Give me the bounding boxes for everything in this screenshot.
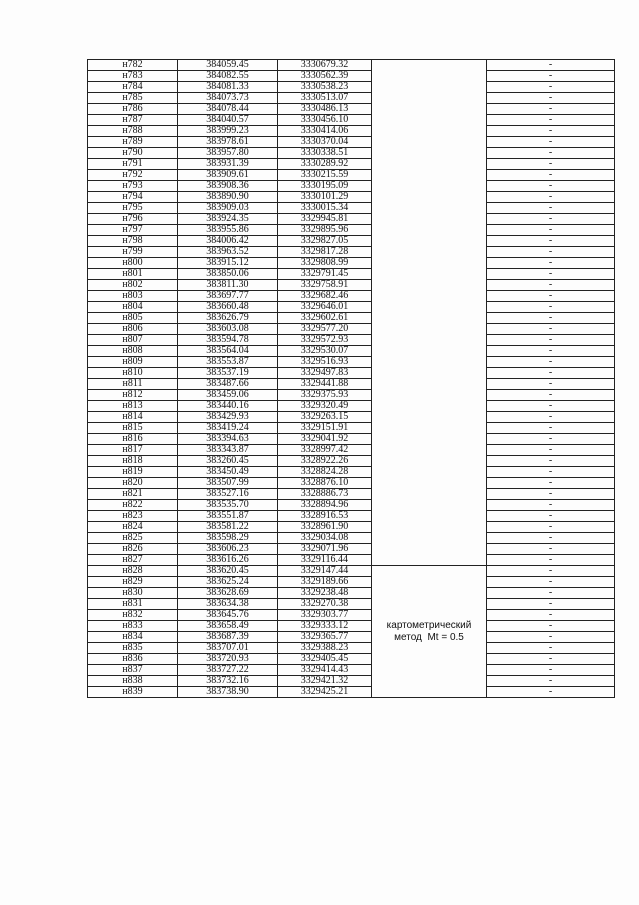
y-coordinate-cell: 3329405.45 — [278, 654, 372, 665]
x-coordinate-cell: 383606.23 — [178, 544, 278, 555]
table-row — [88, 357, 615, 368]
x-coordinate-cell: 383645.76 — [178, 610, 278, 621]
table-row — [88, 104, 615, 115]
y-coordinate-cell: 3330338.51 — [278, 148, 372, 159]
x-coordinate-cell: 383260.45 — [178, 456, 278, 467]
note-cell: - — [487, 577, 615, 588]
point-id-cell: н834 — [88, 632, 178, 643]
note-cell: - — [487, 555, 615, 566]
point-id-cell: н825 — [88, 533, 178, 544]
x-coordinate-cell: 383999.23 — [178, 126, 278, 137]
y-coordinate-cell: 3328876.10 — [278, 478, 372, 489]
table-row — [88, 335, 615, 346]
note-cell: - — [487, 280, 615, 291]
point-id-cell: н789 — [88, 137, 178, 148]
table-row — [88, 214, 615, 225]
y-coordinate-cell: 3329116.44 — [278, 555, 372, 566]
x-coordinate-cell: 384082.55 — [178, 71, 278, 82]
x-coordinate-cell: 383660.48 — [178, 302, 278, 313]
note-cell: - — [487, 401, 615, 412]
point-id-cell: н811 — [88, 379, 178, 390]
point-id-cell: н796 — [88, 214, 178, 225]
point-id-cell: н824 — [88, 522, 178, 533]
point-id-cell: н838 — [88, 676, 178, 687]
y-coordinate-cell: 3330015.34 — [278, 203, 372, 214]
x-coordinate-cell: 383440.16 — [178, 401, 278, 412]
point-id-cell: н823 — [88, 511, 178, 522]
note-cell: - — [487, 511, 615, 522]
x-coordinate-cell: 383697.77 — [178, 291, 278, 302]
table-row — [88, 632, 615, 643]
x-coordinate-cell: 383931.39 — [178, 159, 278, 170]
y-coordinate-cell: 3329682.46 — [278, 291, 372, 302]
x-coordinate-cell: 383603.08 — [178, 324, 278, 335]
x-coordinate-cell: 383429.93 — [178, 412, 278, 423]
note-cell: - — [487, 247, 615, 258]
y-coordinate-cell: 3329365.77 — [278, 632, 372, 643]
y-coordinate-cell: 3329421.32 — [278, 676, 372, 687]
x-coordinate-cell: 383890.90 — [178, 192, 278, 203]
table-row — [88, 159, 615, 170]
point-id-cell: н797 — [88, 225, 178, 236]
point-id-cell: н837 — [88, 665, 178, 676]
x-coordinate-cell: 383658.49 — [178, 621, 278, 632]
y-coordinate-cell: 3330414.06 — [278, 126, 372, 137]
table-row — [88, 93, 615, 104]
table-row — [88, 137, 615, 148]
table-row — [88, 148, 615, 159]
point-id-cell: н803 — [88, 291, 178, 302]
point-id-cell: н812 — [88, 390, 178, 401]
point-id-cell: н829 — [88, 577, 178, 588]
x-coordinate-cell: 384006.42 — [178, 236, 278, 247]
table-row — [88, 489, 615, 500]
x-coordinate-cell: 384078.44 — [178, 104, 278, 115]
x-coordinate-cell: 383850.06 — [178, 269, 278, 280]
note-cell: - — [487, 412, 615, 423]
table-row — [88, 533, 615, 544]
point-id-cell: н804 — [88, 302, 178, 313]
x-coordinate-cell: 383625.24 — [178, 577, 278, 588]
note-cell: - — [487, 203, 615, 214]
table-row — [88, 467, 615, 478]
note-cell: - — [487, 676, 615, 687]
x-coordinate-cell: 383634.38 — [178, 599, 278, 610]
y-coordinate-cell: 3330289.92 — [278, 159, 372, 170]
point-id-cell: н800 — [88, 258, 178, 269]
y-coordinate-cell: 3330370.04 — [278, 137, 372, 148]
point-id-cell: н808 — [88, 346, 178, 357]
point-id-cell: н814 — [88, 412, 178, 423]
table-row — [88, 621, 615, 632]
note-cell: - — [487, 104, 615, 115]
y-coordinate-cell: 3328824.28 — [278, 467, 372, 478]
x-coordinate-cell: 383955.86 — [178, 225, 278, 236]
x-coordinate-cell: 383553.87 — [178, 357, 278, 368]
y-coordinate-cell: 3329151.91 — [278, 423, 372, 434]
table-row — [88, 577, 615, 588]
note-cell: - — [487, 687, 615, 698]
table-row — [88, 665, 615, 676]
note-cell: - — [487, 456, 615, 467]
note-cell: - — [487, 82, 615, 93]
note-cell: - — [487, 434, 615, 445]
y-coordinate-cell: 3330679.32 — [278, 60, 372, 71]
x-coordinate-cell: 383924.35 — [178, 214, 278, 225]
x-coordinate-cell: 383738.90 — [178, 687, 278, 698]
method-name: картометрический — [386, 619, 472, 631]
y-coordinate-cell: 3329602.61 — [278, 313, 372, 324]
table-row — [88, 445, 615, 456]
table-row — [88, 401, 615, 412]
method-accuracy: метод Mt = 0.5 — [394, 631, 464, 643]
note-cell: - — [487, 445, 615, 456]
coordinates-table-body — [88, 60, 615, 698]
note-cell: - — [487, 335, 615, 346]
x-coordinate-cell: 383727.22 — [178, 665, 278, 676]
point-id-cell: н782 — [88, 60, 178, 71]
x-coordinate-cell: 383732.16 — [178, 676, 278, 687]
note-cell: - — [487, 357, 615, 368]
x-coordinate-cell: 383581.22 — [178, 522, 278, 533]
x-coordinate-cell: 383626.79 — [178, 313, 278, 324]
point-id-cell: н822 — [88, 500, 178, 511]
x-coordinate-cell: 383564.04 — [178, 346, 278, 357]
note-cell: - — [487, 566, 615, 577]
point-id-cell: н833 — [88, 621, 178, 632]
note-cell: - — [487, 533, 615, 544]
note-cell: - — [487, 258, 615, 269]
note-cell: - — [487, 423, 615, 434]
y-coordinate-cell: 3329646.01 — [278, 302, 372, 313]
table-row — [88, 170, 615, 181]
table-row — [88, 203, 615, 214]
note-cell: - — [487, 379, 615, 390]
y-coordinate-cell: 3329333.12 — [278, 621, 372, 632]
y-coordinate-cell: 3329827.05 — [278, 236, 372, 247]
x-coordinate-cell: 383915.12 — [178, 258, 278, 269]
note-cell: - — [487, 126, 615, 137]
x-coordinate-cell: 383551.87 — [178, 511, 278, 522]
point-id-cell: н786 — [88, 104, 178, 115]
note-cell: - — [487, 269, 615, 280]
note-cell: - — [487, 654, 615, 665]
point-id-cell: н816 — [88, 434, 178, 445]
note-cell: - — [487, 137, 615, 148]
table-row — [88, 544, 615, 555]
note-cell: - — [487, 236, 615, 247]
y-coordinate-cell: 3330195.09 — [278, 181, 372, 192]
y-coordinate-cell: 3328894.96 — [278, 500, 372, 511]
y-coordinate-cell: 3330456.10 — [278, 115, 372, 126]
note-cell: - — [487, 181, 615, 192]
note-cell: - — [487, 665, 615, 676]
point-id-cell: н795 — [88, 203, 178, 214]
note-cell: - — [487, 599, 615, 610]
point-id-cell: н832 — [88, 610, 178, 621]
table-row — [88, 82, 615, 93]
point-id-cell: н839 — [88, 687, 178, 698]
note-cell: - — [487, 148, 615, 159]
note-cell: - — [487, 467, 615, 478]
x-coordinate-cell: 383707.01 — [178, 643, 278, 654]
y-coordinate-cell: 3328961.90 — [278, 522, 372, 533]
table-row — [88, 687, 615, 698]
note-cell: - — [487, 390, 615, 401]
x-coordinate-cell: 383628.69 — [178, 588, 278, 599]
x-coordinate-cell: 383594.78 — [178, 335, 278, 346]
method-cell — [372, 566, 487, 698]
point-id-cell: н785 — [88, 93, 178, 104]
point-id-cell: н817 — [88, 445, 178, 456]
note-cell: - — [487, 302, 615, 313]
note-cell: - — [487, 544, 615, 555]
x-coordinate-cell: 383957.80 — [178, 148, 278, 159]
y-coordinate-cell: 3330562.39 — [278, 71, 372, 82]
point-id-cell: н787 — [88, 115, 178, 126]
table-row — [88, 379, 615, 390]
table-row — [88, 313, 615, 324]
y-coordinate-cell: 3329147.44 — [278, 566, 372, 577]
y-coordinate-cell: 3329945.81 — [278, 214, 372, 225]
y-coordinate-cell: 3329497.83 — [278, 368, 372, 379]
x-coordinate-cell: 383598.29 — [178, 533, 278, 544]
point-id-cell: н819 — [88, 467, 178, 478]
y-coordinate-cell: 3328922.26 — [278, 456, 372, 467]
table-row — [88, 478, 615, 489]
point-id-cell: н826 — [88, 544, 178, 555]
point-id-cell: н821 — [88, 489, 178, 500]
y-coordinate-cell: 3328997.42 — [278, 445, 372, 456]
note-cell: - — [487, 621, 615, 632]
table-row — [88, 500, 615, 511]
x-coordinate-cell: 383507.99 — [178, 478, 278, 489]
y-coordinate-cell: 3329388.23 — [278, 643, 372, 654]
note-cell: - — [487, 489, 615, 500]
y-coordinate-cell: 3328916.53 — [278, 511, 372, 522]
x-coordinate-cell: 384073.73 — [178, 93, 278, 104]
y-coordinate-cell: 3330513.07 — [278, 93, 372, 104]
table-row — [88, 654, 615, 665]
note-cell: - — [487, 115, 615, 126]
y-coordinate-cell: 3329303.77 — [278, 610, 372, 621]
x-coordinate-cell: 383963.52 — [178, 247, 278, 258]
point-id-cell: н799 — [88, 247, 178, 258]
point-id-cell: н835 — [88, 643, 178, 654]
table-row — [88, 588, 615, 599]
x-coordinate-cell: 383908.36 — [178, 181, 278, 192]
table-row — [88, 181, 615, 192]
table-row — [88, 71, 615, 82]
x-coordinate-cell: 383535.70 — [178, 500, 278, 511]
point-id-cell: н807 — [88, 335, 178, 346]
point-id-cell: н783 — [88, 71, 178, 82]
x-coordinate-cell: 384059.45 — [178, 60, 278, 71]
x-coordinate-cell: 383811.30 — [178, 280, 278, 291]
note-cell: - — [487, 225, 615, 236]
table-row — [88, 511, 615, 522]
y-coordinate-cell: 3329034.08 — [278, 533, 372, 544]
y-coordinate-cell: 3329516.93 — [278, 357, 372, 368]
note-cell: - — [487, 291, 615, 302]
x-coordinate-cell: 383909.61 — [178, 170, 278, 181]
y-coordinate-cell: 3329375.93 — [278, 390, 372, 401]
y-coordinate-cell: 3329263.15 — [278, 412, 372, 423]
point-id-cell: н830 — [88, 588, 178, 599]
table-row — [88, 368, 615, 379]
table-row — [88, 555, 615, 566]
note-cell: - — [487, 610, 615, 621]
point-id-cell: н831 — [88, 599, 178, 610]
table-row — [88, 225, 615, 236]
note-cell: - — [487, 522, 615, 533]
y-coordinate-cell: 3329758.91 — [278, 280, 372, 291]
point-id-cell: н815 — [88, 423, 178, 434]
table-row — [88, 434, 615, 445]
x-coordinate-cell: 383909.03 — [178, 203, 278, 214]
table-row — [88, 423, 615, 434]
x-coordinate-cell: 383978.61 — [178, 137, 278, 148]
point-id-cell: н784 — [88, 82, 178, 93]
point-id-cell: н798 — [88, 236, 178, 247]
point-id-cell: н792 — [88, 170, 178, 181]
point-id-cell: н827 — [88, 555, 178, 566]
point-id-cell: н806 — [88, 324, 178, 335]
note-cell: - — [487, 159, 615, 170]
table-row — [88, 291, 615, 302]
note-cell: - — [487, 588, 615, 599]
x-coordinate-cell: 383620.45 — [178, 566, 278, 577]
table-row — [88, 236, 615, 247]
y-coordinate-cell: 3329572.93 — [278, 335, 372, 346]
y-coordinate-cell: 3329414.43 — [278, 665, 372, 676]
y-coordinate-cell: 3329791.45 — [278, 269, 372, 280]
x-coordinate-cell: 383687.39 — [178, 632, 278, 643]
coordinates-table — [87, 59, 615, 698]
y-coordinate-cell: 3329817.28 — [278, 247, 372, 258]
y-coordinate-cell: 3329425.21 — [278, 687, 372, 698]
point-id-cell: н805 — [88, 313, 178, 324]
table-row — [88, 115, 615, 126]
table-row — [88, 676, 615, 687]
y-coordinate-cell: 3329577.20 — [278, 324, 372, 335]
x-coordinate-cell: 384040.57 — [178, 115, 278, 126]
x-coordinate-cell: 383394.63 — [178, 434, 278, 445]
point-id-cell: н836 — [88, 654, 178, 665]
point-id-cell: н791 — [88, 159, 178, 170]
note-cell: - — [487, 313, 615, 324]
table-row — [88, 258, 615, 269]
note-cell: - — [487, 60, 615, 71]
x-coordinate-cell: 383527.16 — [178, 489, 278, 500]
y-coordinate-cell: 3329189.66 — [278, 577, 372, 588]
note-cell: - — [487, 170, 615, 181]
note-cell: - — [487, 324, 615, 335]
y-coordinate-cell: 3330215.59 — [278, 170, 372, 181]
x-coordinate-cell: 383419.24 — [178, 423, 278, 434]
note-cell: - — [487, 478, 615, 489]
table-row — [88, 566, 615, 577]
y-coordinate-cell: 3328886.73 — [278, 489, 372, 500]
point-id-cell: н813 — [88, 401, 178, 412]
note-cell: - — [487, 500, 615, 511]
y-coordinate-cell: 3329270.38 — [278, 599, 372, 610]
point-id-cell: н809 — [88, 357, 178, 368]
table-row — [88, 599, 615, 610]
note-cell: - — [487, 192, 615, 203]
x-coordinate-cell: 384081.33 — [178, 82, 278, 93]
table-row — [88, 247, 615, 258]
x-coordinate-cell: 383487.66 — [178, 379, 278, 390]
x-coordinate-cell: 383343.87 — [178, 445, 278, 456]
x-coordinate-cell: 383459.06 — [178, 390, 278, 401]
note-cell: - — [487, 93, 615, 104]
table-row — [88, 643, 615, 654]
y-coordinate-cell: 3330101.29 — [278, 192, 372, 203]
table-row — [88, 60, 615, 71]
table-row — [88, 126, 615, 137]
point-id-cell: н790 — [88, 148, 178, 159]
table-row — [88, 412, 615, 423]
point-id-cell: н802 — [88, 280, 178, 291]
table-row — [88, 610, 615, 621]
note-cell: - — [487, 214, 615, 225]
y-coordinate-cell: 3329320.49 — [278, 401, 372, 412]
method-cell-empty — [372, 60, 487, 566]
x-coordinate-cell: 383537.19 — [178, 368, 278, 379]
y-coordinate-cell: 3329530.07 — [278, 346, 372, 357]
y-coordinate-cell: 3330486.13 — [278, 104, 372, 115]
point-id-cell: н801 — [88, 269, 178, 280]
note-cell: - — [487, 346, 615, 357]
table-row — [88, 346, 615, 357]
note-cell: - — [487, 643, 615, 654]
point-id-cell: н794 — [88, 192, 178, 203]
y-coordinate-cell: 3329441.88 — [278, 379, 372, 390]
y-coordinate-cell: 3329071.96 — [278, 544, 372, 555]
note-cell: - — [487, 71, 615, 82]
point-id-cell: н828 — [88, 566, 178, 577]
y-coordinate-cell: 3329238.48 — [278, 588, 372, 599]
note-cell: - — [487, 632, 615, 643]
x-coordinate-cell: 383720.93 — [178, 654, 278, 665]
x-coordinate-cell: 383450.49 — [178, 467, 278, 478]
table-row — [88, 280, 615, 291]
table-row — [88, 302, 615, 313]
note-cell: - — [487, 368, 615, 379]
point-id-cell: н820 — [88, 478, 178, 489]
table-row — [88, 324, 615, 335]
y-coordinate-cell: 3330538.23 — [278, 82, 372, 93]
point-id-cell: н788 — [88, 126, 178, 137]
table-row — [88, 390, 615, 401]
table-row — [88, 269, 615, 280]
table-row — [88, 192, 615, 203]
point-id-cell: н793 — [88, 181, 178, 192]
y-coordinate-cell: 3329808.99 — [278, 258, 372, 269]
point-id-cell: н818 — [88, 456, 178, 467]
y-coordinate-cell: 3329895.96 — [278, 225, 372, 236]
table-row — [88, 456, 615, 467]
x-coordinate-cell: 383616.26 — [178, 555, 278, 566]
table-row — [88, 522, 615, 533]
y-coordinate-cell: 3329041.92 — [278, 434, 372, 445]
point-id-cell: н810 — [88, 368, 178, 379]
